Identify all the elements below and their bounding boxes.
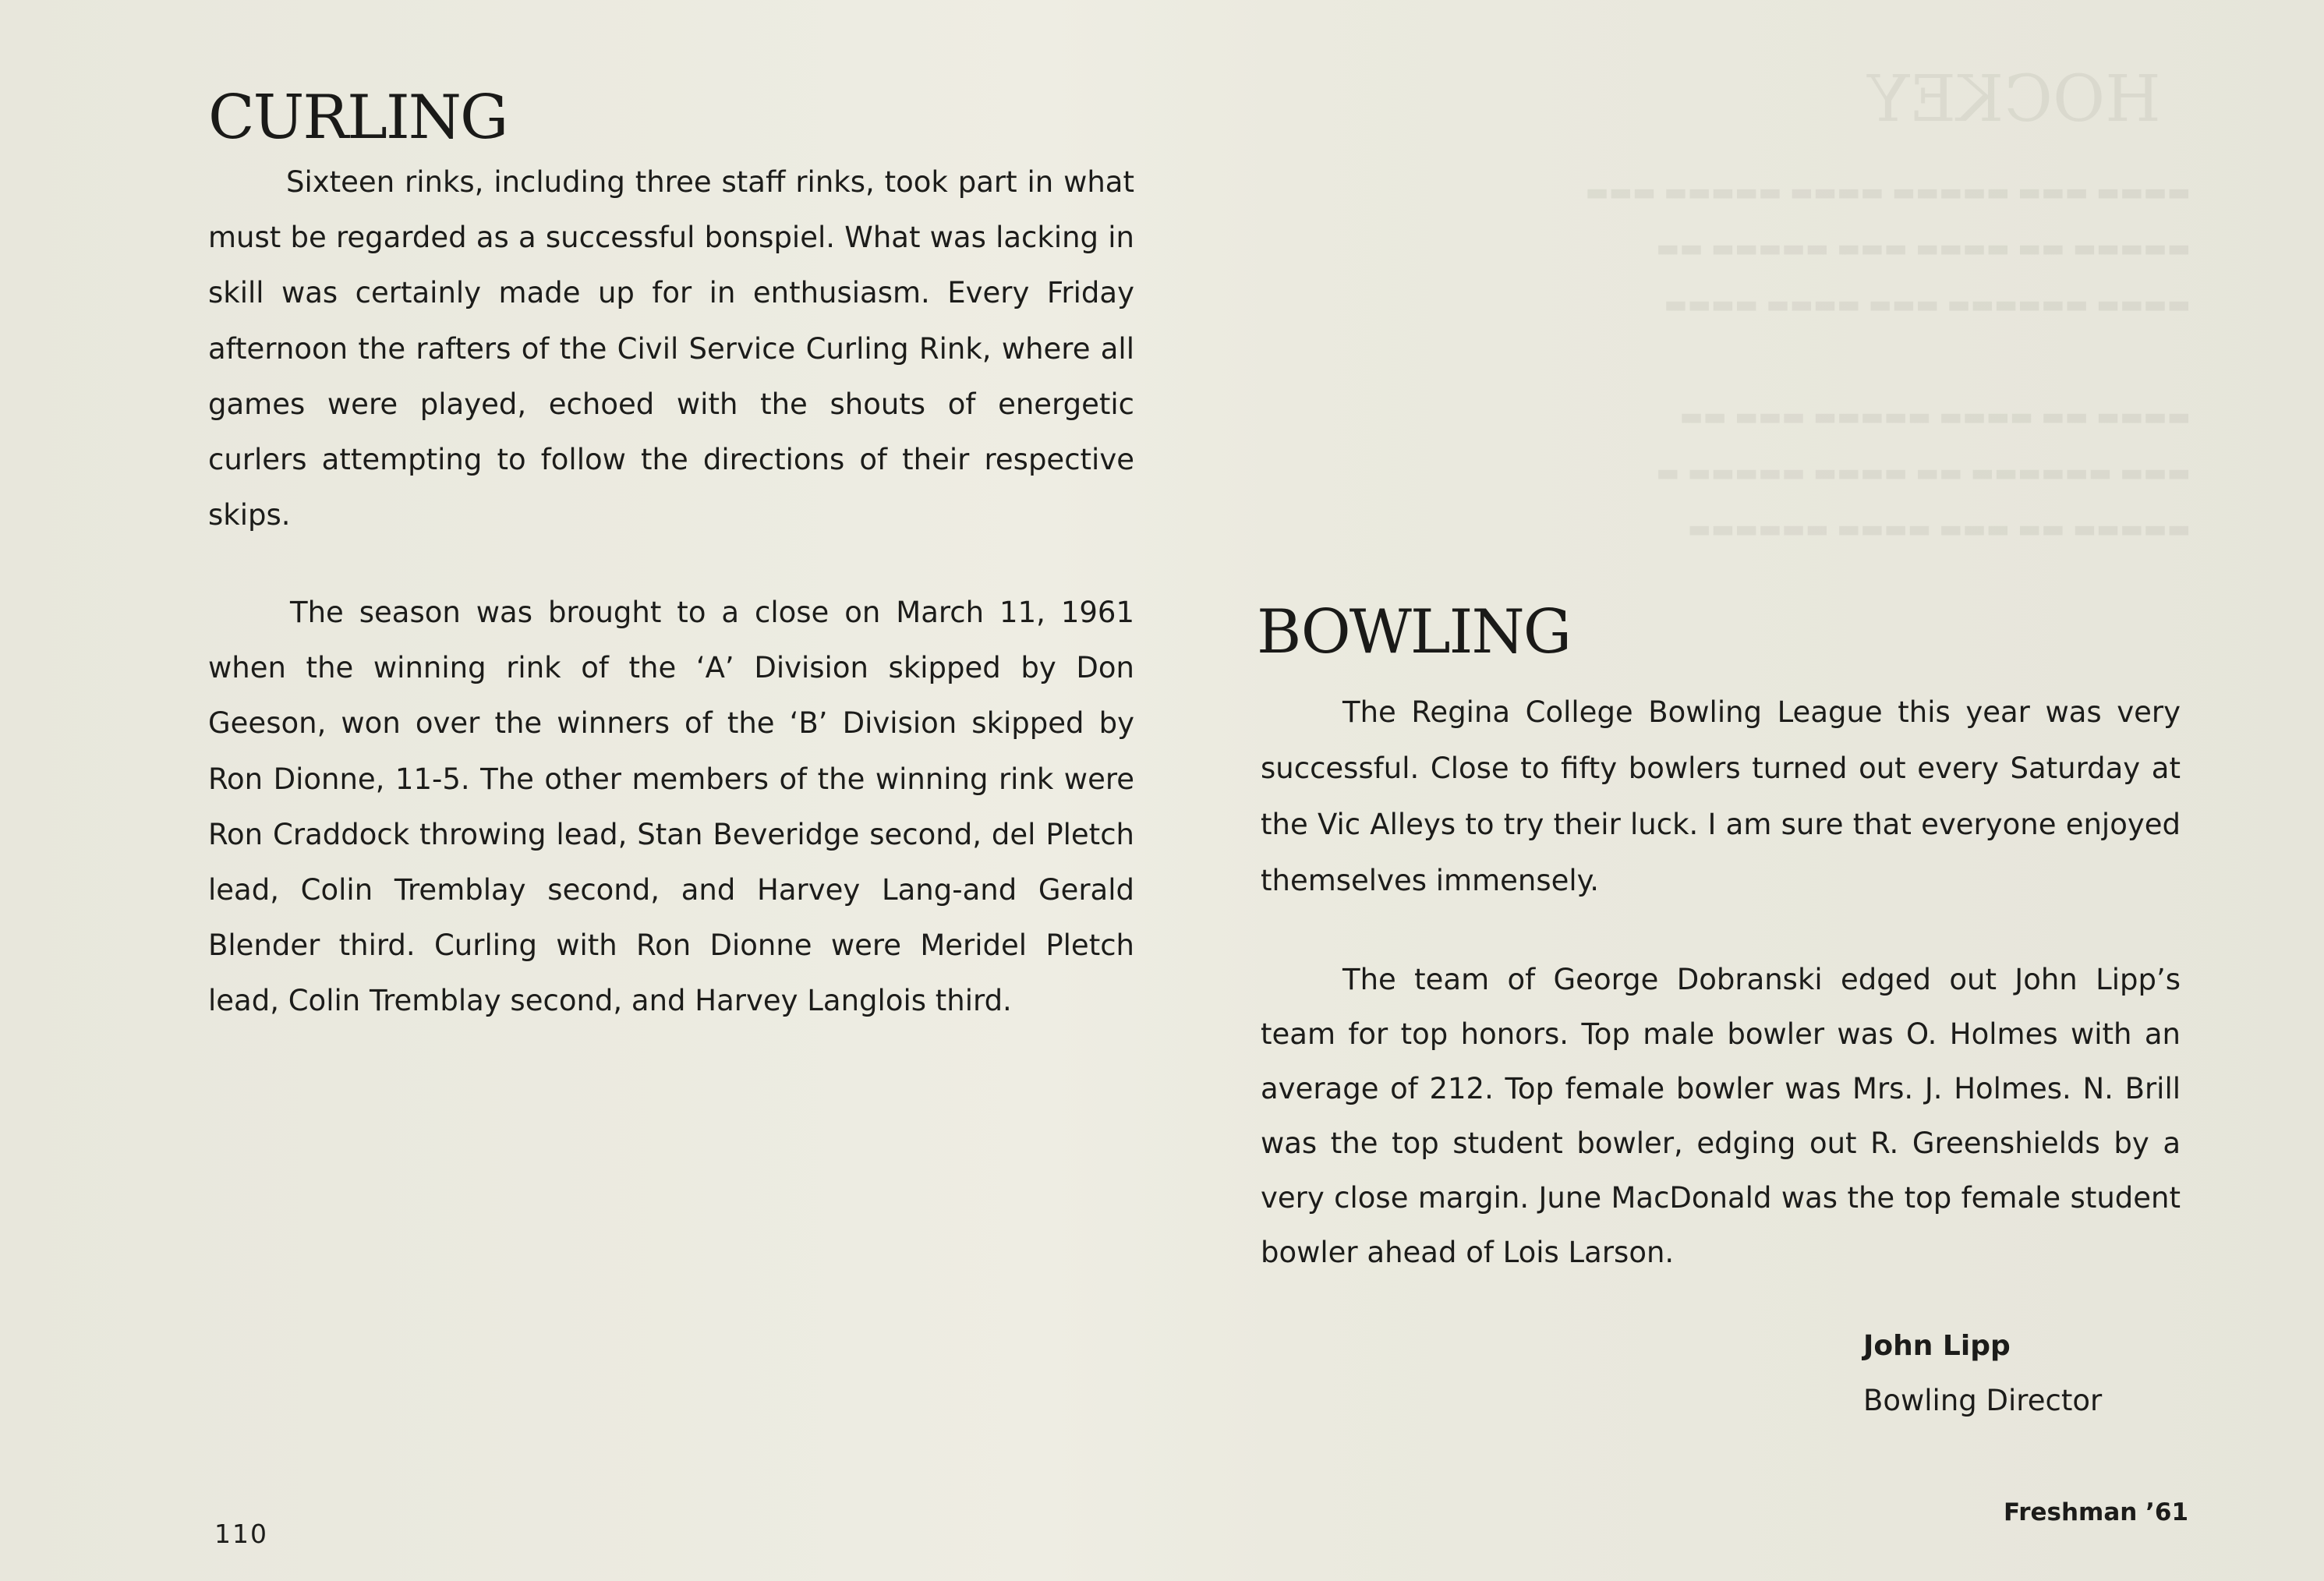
signature-title: Bowling Director bbox=[1863, 1384, 2103, 1417]
bowling-paragraph-1: The Regina College Bowling League this year was very successful. Close to fifty bowlers turned out every Saturday at the Vic Alleys to try their luck. I am sure that everyone enjoyed themselves immensely. bbox=[1261, 695, 2181, 897]
curling-heading: CURLING bbox=[208, 83, 508, 153]
curling-paragraph-1: Sixteen rinks, including three staff rinks, took part in what must be regarded as a successful bonspiel. What was lacking in skill was certainly made up for in enthusiasm. Every Friday afternoon the rafters of the Civil Service Curling Rink, where all games were played, echoed with the shouts of energetic curlers attempting to follow the directions of their respective skips. bbox=[208, 165, 1134, 532]
bowling-heading: BOWLING bbox=[1257, 597, 1571, 667]
signature-name: John Lipp bbox=[1863, 1330, 2011, 1362]
page-number: 110 bbox=[214, 1519, 268, 1549]
curling-paragraph-2: The season was brought to a close on March 11, 1961 when the winning rink of the ‘A’ Division skipped by Don Geeson, won over the winners of the ‘B’ Division skipped by Ron Dionne, 11-5. The other members of the winning rink were Ron Craddock throwing lead, Stan Beveridge second, del Pletch lead, Colin Tremblay second, and Harvey Lang-and Gerald Blender third. Curling with Ron Dionne were Meridel Pletch lead, Colin Tremblay second, and Harvey Langlois third. bbox=[208, 596, 1134, 1018]
bowling-paragraph-2: The team of George Dobranski edged out John Lipp’s team for top honors. Top male bowler was O. Holmes with an average of 212. Top female bowler was Mrs. J. Holmes. N. Brill was the top student bowler, edging out R. Greenshields by a very close margin. June MacDonald was the top female student bowler ahead of Lois Larson. bbox=[1261, 963, 2181, 1269]
publication-footer: Freshman ’61 bbox=[2004, 1498, 2189, 1526]
bleed-through-text: ▬▬▬▬ ▬▬▬ ▬▬▬▬▬ ▬▬▬▬ ▬▬▬▬▬ ▬▬▬ ▬▬▬▬▬ ▬▬ ▬▬▬▬ ▬▬▬ ▬▬▬▬▬ ▬▬ ▬▬▬▬ ▬▬▬▬▬▬ ▬▬▬ ▬▬▬▬ ▬▬▬▬ ▬▬▬▬ ▬▬ ▬▬▬▬ ▬▬▬▬▬ ▬▬▬ ▬▬ ▬▬▬ ▬▬▬▬▬▬ ▬▬ ▬▬▬▬ ▬▬▬▬▬ ▬ ▬▬▬▬▬ ▬▬ ▬▬▬ ▬▬▬▬ ▬▬▬▬▬▬ bbox=[1585, 177, 2191, 543]
bleed-through-heading: HOCKEY bbox=[1867, 62, 2161, 136]
